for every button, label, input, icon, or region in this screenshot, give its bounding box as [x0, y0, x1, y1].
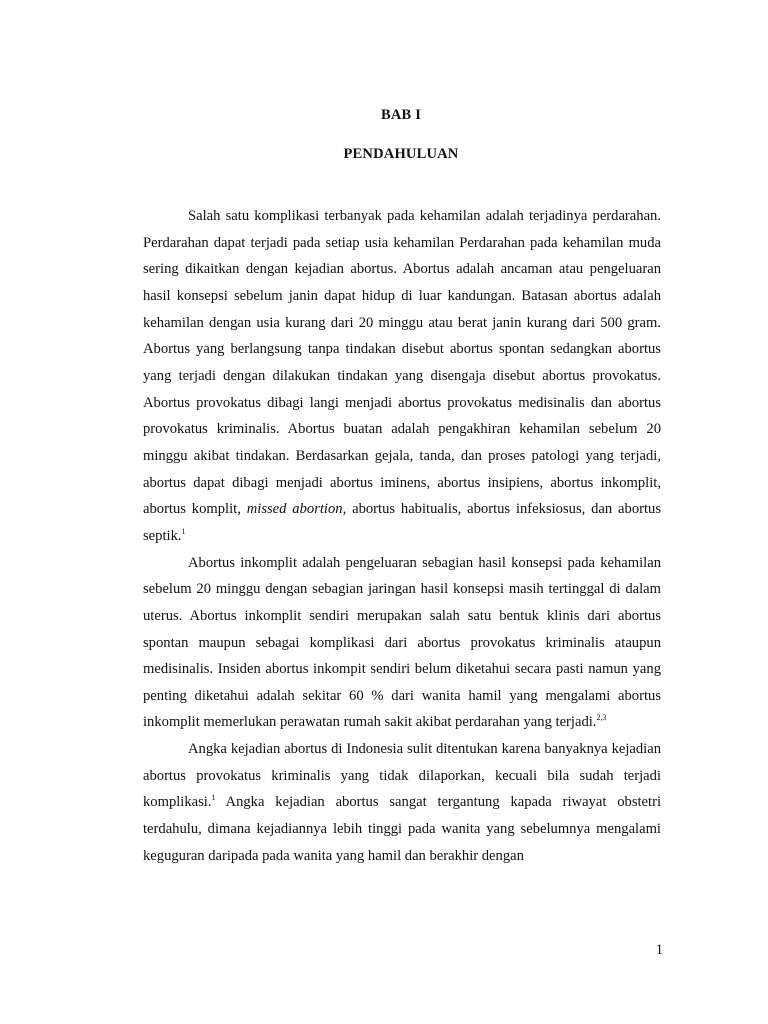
paragraph-2: [143, 550, 661, 737]
paragraph-1: [143, 203, 661, 550]
page-number: 1: [655, 942, 663, 958]
paragraph-1-italic-term: missed abortion,: [246, 501, 347, 518]
footnote-ref: 1: [211, 793, 216, 803]
paragraph-2-text: Abortus inkomplit adalah pengeluaran sebagian hasil konsepsi pada kehamilan sebelum 20 minggu dengan sebagian jaringan hasil konsepsi masih tertinggal di dalam uterus. Abortus inkomplit sendiri merupakan salah satu bentuk klinis dari abortus spontan maupun sebagai komplikasi dari abortus provokatus kriminalis ataupun medisinalis. Insiden abortus inkompit sendiri belum diketahui secara pasti namun yang penting diketahui adalah sekitar 60 % dari wanita hamil yang mengalami abortus inkomplit memerlukan perawatan rumah sakit akibat perdarahan yang terjadi.: [143, 554, 661, 731]
footnote-ref: 1: [181, 526, 186, 536]
chapter-title: PENDAHULUAN: [343, 146, 459, 162]
chapter-heading: BAB I: [380, 107, 422, 123]
paragraph-3-text: Angka kejadian abortus di Indonesia sulit ditentukan karena banyaknya kejadian abortus provokatus kriminalis yang tidak dilaporkan, kecuali bila sudah terjadi komplikasi.: [143, 741, 661, 811]
document-body: [143, 203, 661, 869]
footnote-ref: 2,3: [596, 713, 607, 723]
paragraph-3-text-end: Angka kejadian abortus sangat tergantung kapada riwayat obstetri terdahulu, dimana kejadiannya lebih tinggi pada wanita yang sebelumnya mengalami keguguran daripada pada wanita yang hamil dan berakhir dengan: [143, 794, 661, 864]
paragraph-1-text-end: abortus habitualis, abortus infeksiosus, dan abortus septik.: [143, 501, 662, 544]
paragraph-3: [143, 736, 661, 869]
paragraph-1-text: Salah satu komplikasi terbanyak pada kehamilan adalah terjadinya perdarahan. Perdarahan dapat terjadi pada setiap usia kehamilan Perdarahan pada kehamilan muda sering dikaitkan dengan kejadian abortus. Abortus adalah ancaman atau pengeluaran hasil konsepsi sebelum janin dapat hidup di luar kandungan. Batasan abortus adalah kehamilan dengan usia kurang dari 20 minggu atau berat janin kurang dari 500 gram. Abortus yang berlangsung tanpa tindakan disebut abortus spontan sedangkan abortus yang terjadi dengan dilakukan tindakan yang disengaja disebut abortus provokatus. Abortus provokatus dibagi langi menjadi abortus provokatus medisinalis dan abortus provokatus kriminalis. Abortus buatan adalah pengakhiran kehamilan sebelum 20 minggu akibat tindakan. Berdasarkan gejala, tanda, dan proses patologi yang terjadi, abortus dapat dibagi menjadi abortus iminens, abortus insipiens, abortus inkomplit, abortus komplit,: [143, 208, 661, 518]
